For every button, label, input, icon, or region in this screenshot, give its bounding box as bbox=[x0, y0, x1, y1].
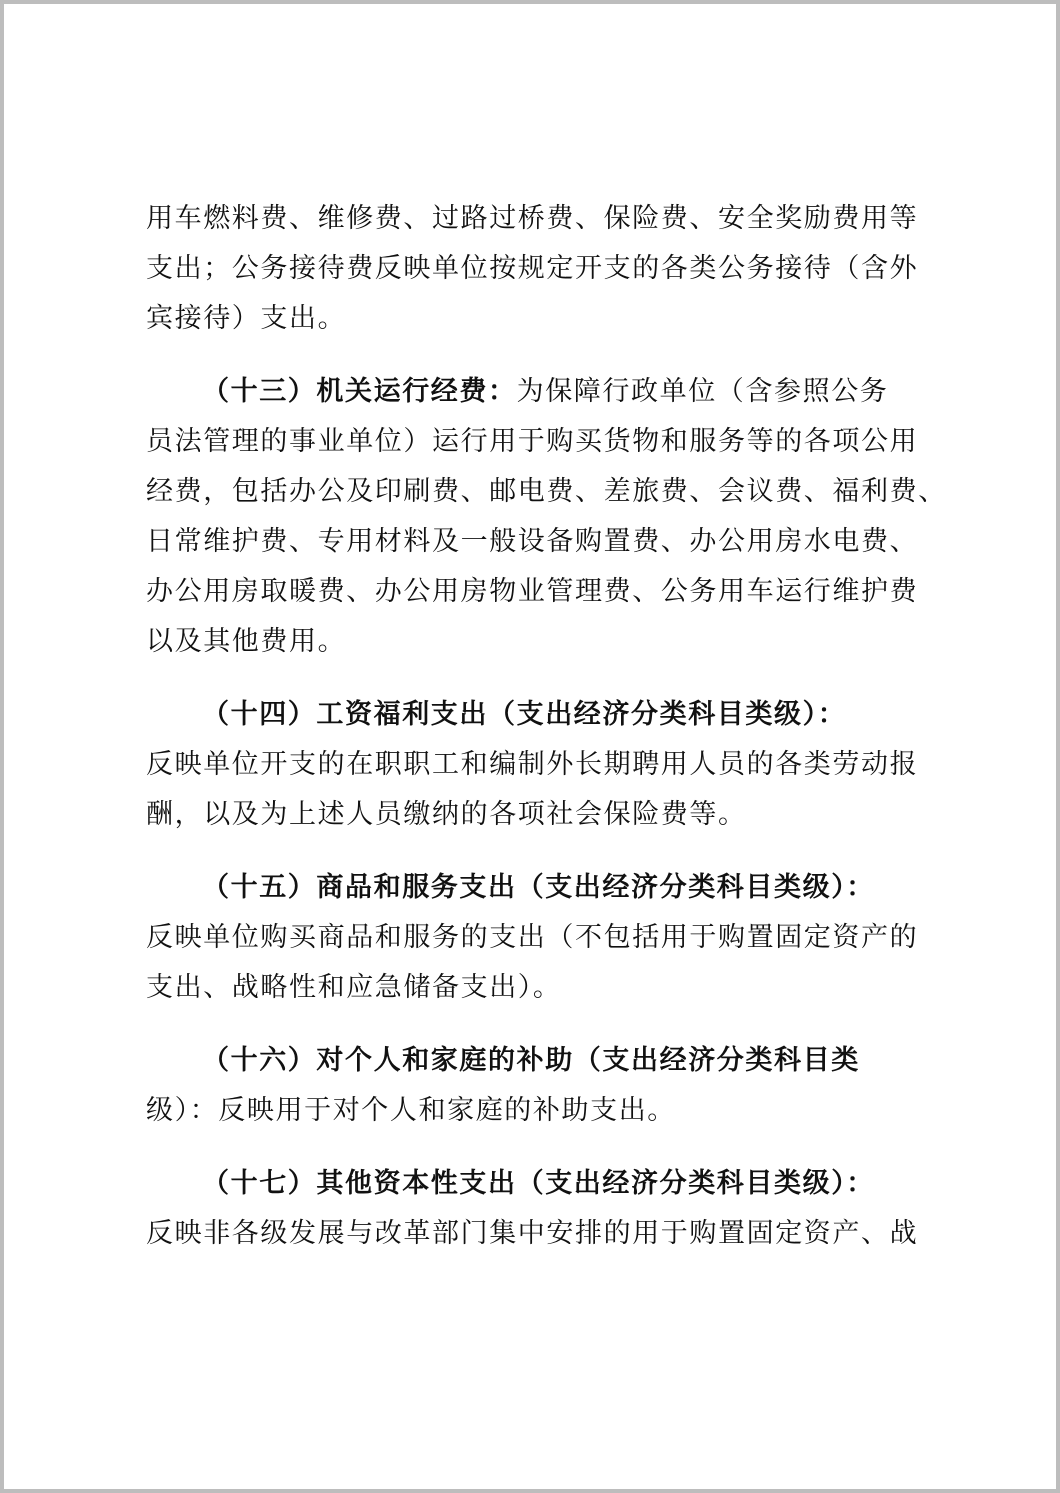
text-line: 日常维护费、专用材料及一般设备购置费、办公用房水电费、 bbox=[146, 526, 919, 557]
section-heading: （十三）机关运行经费： bbox=[202, 376, 517, 407]
section-heading: （十七）其他资本性支出（支出经济分类科目类级）： bbox=[202, 1168, 875, 1199]
text-line: 员法管理的事业单位）运行用于购买货物和服务等的各项公用 bbox=[146, 426, 919, 457]
text-line: 宾接待）支出。 bbox=[146, 303, 347, 334]
text-line: 反映非各级发展与改革部门集中安排的用于购置固定资产、战 bbox=[146, 1218, 919, 1249]
section-heading: （十五）商品和服务支出（支出经济分类科目类级）： bbox=[202, 872, 875, 903]
text-line: 反映单位开支的在职职工和编制外长期聘用人员的各类劳动报 bbox=[146, 749, 919, 780]
section-heading: （十六）对个人和家庭的补助（支出经济分类科目类 bbox=[202, 1045, 860, 1076]
text-line: 支出、战略性和应急储备支出）。 bbox=[146, 972, 562, 1003]
text-line: 支出；公务接待费反映单位按规定开支的各类公务接待（含外 bbox=[146, 253, 919, 284]
text-line: 级）：反映用于对个人和家庭的补助支出。 bbox=[146, 1095, 676, 1126]
text-line: 酬，以及为上述人员缴纳的各项社会保险费等。 bbox=[146, 799, 747, 830]
text-line: 办公用房取暖费、办公用房物业管理费、公务用车运行维护费 bbox=[146, 576, 919, 607]
text-run: 为保障行政单位（含参照公务 bbox=[516, 376, 889, 407]
paragraph-heading-line bbox=[202, 372, 888, 412]
text-line: 经费，包括办公及印刷费、邮电费、差旅费、会议费、福利费、 bbox=[146, 476, 947, 507]
section-heading: （十四）工资福利支出（支出经济分类科目类级）： bbox=[202, 699, 847, 730]
text-line: 反映单位购买商品和服务的支出（不包括用于购置固定资产的 bbox=[146, 922, 919, 953]
text-line: 以及其他费用。 bbox=[146, 626, 347, 657]
text-line: 用车燃料费、维修费、过路过桥费、保险费、安全奖励费用等 bbox=[146, 203, 919, 234]
